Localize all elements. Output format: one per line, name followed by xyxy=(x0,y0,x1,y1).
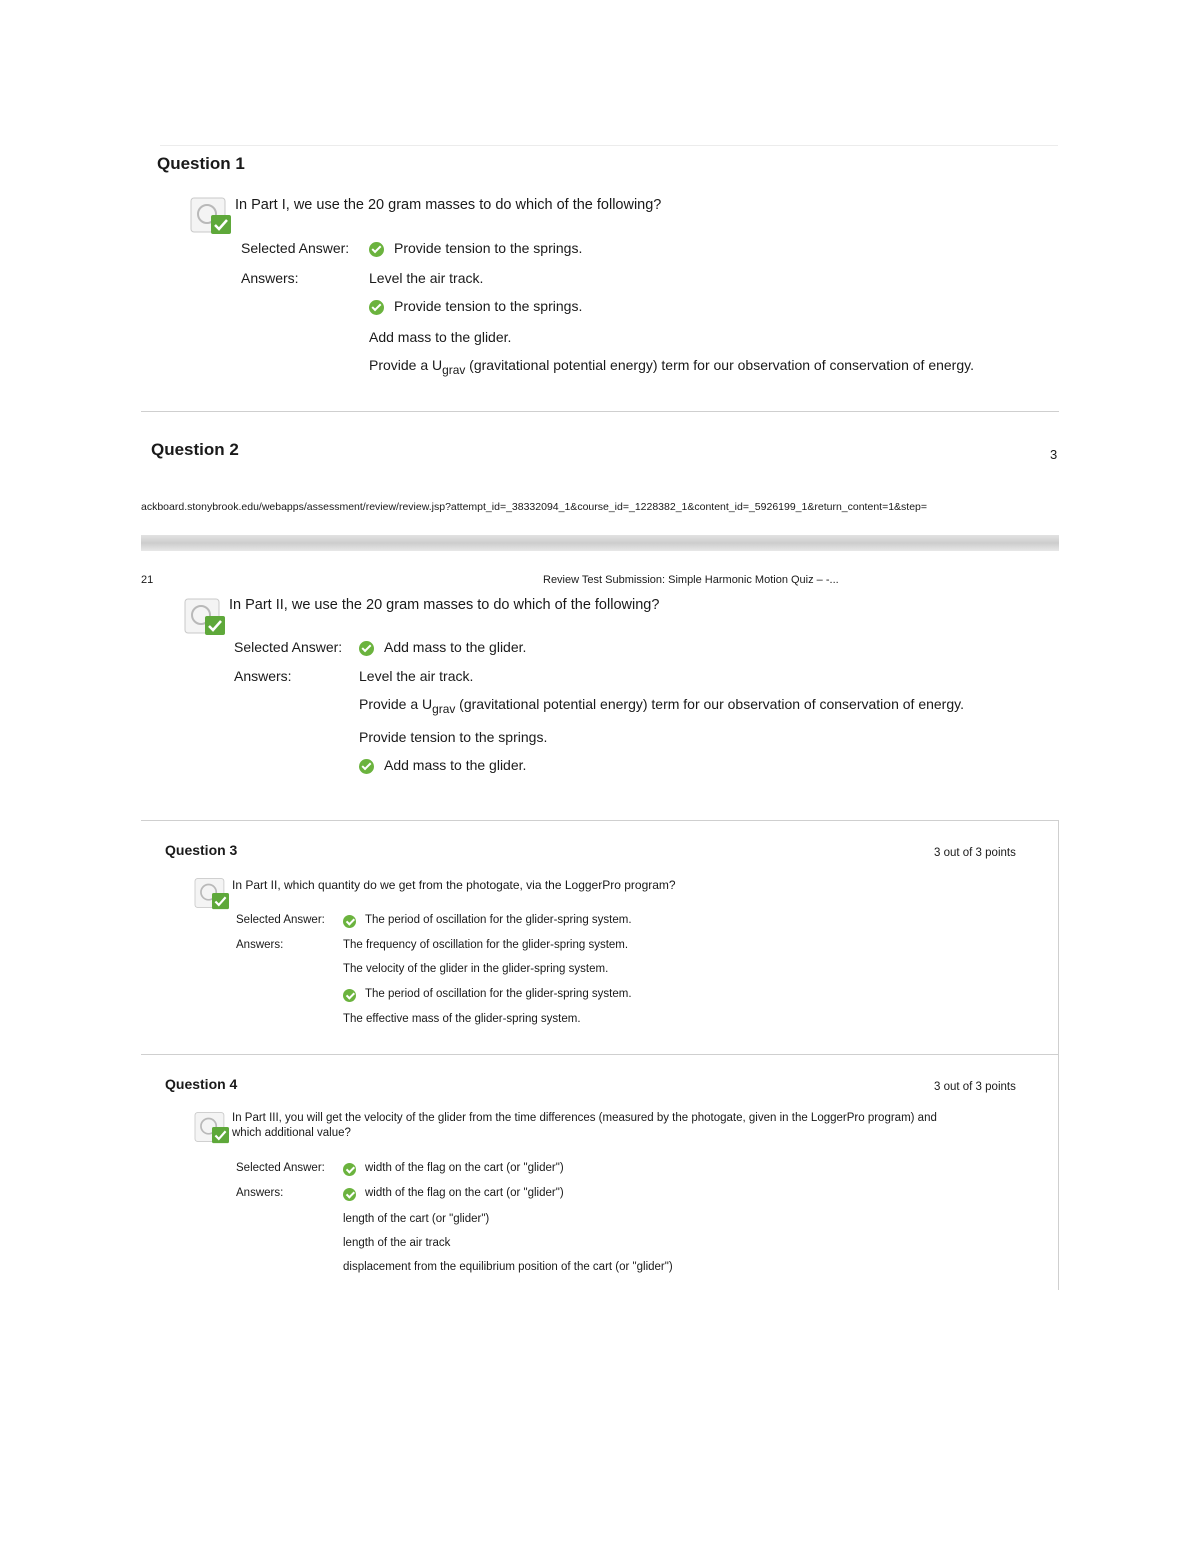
question-2-answer-4: Add mass to the glider. xyxy=(384,757,527,773)
question-3-selected-answer: The period of oscillation for the glider-spring system. xyxy=(365,914,632,926)
answers-label: Answers: xyxy=(236,1187,284,1199)
question-1-title: Question 1 xyxy=(157,154,245,173)
check-mark xyxy=(362,643,372,653)
url-footer: ackboard.stonybrook.edu/webapps/assessment/review/review.jsp?attempt_id=_38332094_1&course_id=_1228382_1&content_id=_5926199_1&return_content=1&step= xyxy=(141,501,928,513)
answers-label: Answers: xyxy=(236,939,284,951)
question-3-answer-2: The velocity of the glider in the glider-spring system. xyxy=(343,963,609,975)
check-icon xyxy=(343,915,356,928)
selected-answer-label: Selected Answer: xyxy=(236,1162,325,1174)
answers-label: Answers: xyxy=(234,668,292,684)
question-4-answer-2: length of the cart (or "glider") xyxy=(343,1213,490,1225)
divider xyxy=(141,1054,1059,1055)
check-mark xyxy=(362,761,372,771)
page-number: 3 xyxy=(1050,447,1058,462)
correct-answer-icon xyxy=(194,1110,230,1144)
question-4-answer-4: displacement from the equilibrium position of the cart (or "glider") xyxy=(343,1261,673,1273)
question-4-prompt-line-2: which additional value? xyxy=(232,1127,351,1139)
question-2-answer-2: Provide a $U_{grav}$ (gravitational potential energy) term for our observation of conservation of energy. xyxy=(359,696,964,717)
question-1-answer-2: Provide tension to the springs. xyxy=(394,298,583,314)
check-icon xyxy=(359,641,374,656)
page-break-band xyxy=(141,535,1059,551)
divider xyxy=(141,820,1059,821)
check-mark xyxy=(372,244,382,254)
correct-answer-icon xyxy=(184,596,226,636)
top-rule xyxy=(160,145,1058,146)
panel-right-border xyxy=(1058,820,1059,1290)
answers-label: Answers: xyxy=(241,270,299,286)
question-4-prompt-line-1: In Part III, you will get the velocity of the glider from the time differences (measured by the photogate, given in the LoggerPro program) and xyxy=(232,1112,937,1124)
question-2-title: Question 2 xyxy=(151,440,239,459)
correct-answer-icon xyxy=(194,876,230,910)
question-2-answer-3: Provide tension to the springs. xyxy=(359,729,548,745)
check-mark xyxy=(346,991,355,1000)
question-4-answer-3: length of the air track xyxy=(343,1237,451,1249)
question-3-answer-3: The period of oscillation for the glider-spring system. xyxy=(365,988,632,1000)
check-icon xyxy=(369,242,384,257)
question-4-selected-answer: width of the flag on the cart (or "glider") xyxy=(365,1162,564,1174)
selected-answer-label: Selected Answer: xyxy=(241,240,350,256)
check-mark xyxy=(346,1190,355,1199)
question-1-answer-4: Provide a $U_{grav}$ (gravitational potential energy) term for our observation of conservation of energy. xyxy=(369,357,974,378)
page-header-title: Review Test Submission: Simple Harmonic Motion Quiz – -... xyxy=(543,574,839,586)
question-1-answer-1: Level the air track. xyxy=(369,270,484,286)
question-3-answer-1: The frequency of oscillation for the glider-spring system. xyxy=(343,939,629,951)
check-icon xyxy=(343,1163,356,1176)
question-4-title: Question 4 xyxy=(165,1076,238,1092)
check-icon xyxy=(343,989,356,1002)
check-icon xyxy=(369,300,384,315)
check-mark xyxy=(372,302,382,312)
question-1-selected-answer: Provide tension to the springs. xyxy=(394,240,583,256)
check-icon xyxy=(343,1188,356,1201)
question-3-prompt: In Part II, which quantity do we get from the photogate, via the LoggerPro program? xyxy=(232,878,676,892)
question-4-points: 3 out of 3 points xyxy=(934,1081,1016,1093)
question-3-title: Question 3 xyxy=(165,842,238,858)
selected-answer-label: Selected Answer: xyxy=(236,914,325,926)
question-4-answer-1: width of the flag on the cart (or "glider") xyxy=(365,1187,564,1199)
question-2-answer-1: Level the air track. xyxy=(359,668,474,684)
divider xyxy=(141,411,1059,412)
check-mark xyxy=(346,917,355,926)
check-icon xyxy=(359,759,374,774)
correct-answer-icon xyxy=(190,195,232,235)
question-3-answer-4: The effective mass of the glider-spring system. xyxy=(343,1013,581,1025)
question-1-prompt: In Part I, we use the 20 gram masses to do which of the following? xyxy=(235,197,662,213)
question-3-points: 3 out of 3 points xyxy=(934,847,1016,859)
question-1-answer-3: Add mass to the glider. xyxy=(369,329,512,345)
question-2-prompt: In Part II, we use the 20 gram masses to do which of the following? xyxy=(229,597,660,613)
question-2-selected-answer: Add mass to the glider. xyxy=(384,639,527,655)
check-mark xyxy=(346,1165,355,1174)
selected-answer-label: Selected Answer: xyxy=(234,639,343,655)
page-header-left: 21 xyxy=(141,574,154,586)
